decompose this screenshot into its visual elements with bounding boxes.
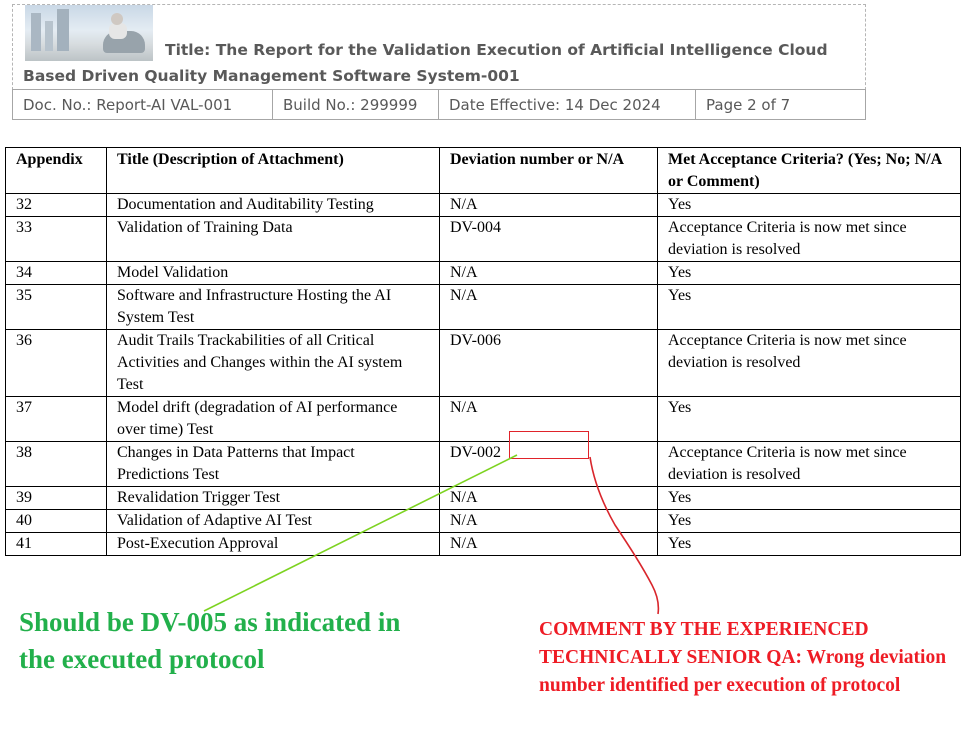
title-cell: Audit Trails Trackabilities of all Critical Activities and Changes within the AI system Test — [107, 330, 440, 397]
title-cell: Model drift (degradation of AI performance over time) Test — [107, 397, 440, 442]
col-header-title: Title (Description of Attachment) — [107, 148, 440, 194]
col-header-appendix: Appendix — [6, 148, 107, 194]
met-criteria-cell: Yes — [658, 397, 961, 442]
col-header-deviation: Deviation number or N/A — [440, 148, 658, 194]
deviation-cell: N/A — [440, 194, 658, 217]
deviation-cell: N/A — [440, 510, 658, 533]
report-title-line1: Title: The Report for the Validation Execution of Artificial Intelligence Cloud — [165, 41, 828, 59]
title-cell: Validation of Adaptive AI Test — [107, 510, 440, 533]
red-annotation-note: COMMENT BY THE EXPERIENCED TECHNICALLY SENIOR QA: Wrong deviation number identified per execution of protocol — [539, 619, 947, 696]
title-cell: Changes in Data Patterns that Impact Predictions Test — [107, 442, 440, 487]
title-cell: Post-Execution Approval — [107, 533, 440, 556]
deviation-cell: N/A — [440, 262, 658, 285]
title-cell: Software and Infrastructure Hosting the AI System Test — [107, 285, 440, 330]
deviation-cell: DV-002 — [440, 442, 658, 487]
col-header-met-criteria: Met Acceptance Criteria? (Yes; No; N/A or Comment) — [658, 148, 961, 194]
appendix-cell: 36 — [6, 330, 107, 397]
deviation-cell: N/A — [440, 533, 658, 556]
red-callout-line — [590, 457, 658, 614]
date-effective: Date Effective: 14 Dec 2024 — [439, 90, 696, 120]
title-cell: Model Validation — [107, 262, 440, 285]
green-callout-line — [204, 455, 517, 611]
page-number: Page 2 of 7 — [696, 90, 866, 120]
report-title-line2: Based Driven Quality Management Software System-001 — [23, 67, 520, 85]
deviation-cell: N/A — [440, 285, 658, 330]
met-criteria-cell: Acceptance Criteria is now met since deviation is resolved — [658, 330, 961, 397]
deviation-cell: DV-006 — [440, 330, 658, 397]
doc-number: Doc. No.: Report-AI VAL-001 — [13, 90, 273, 120]
title-cell: Validation of Training Data — [107, 217, 440, 262]
met-criteria-cell: Yes — [658, 510, 961, 533]
met-criteria-cell: Yes — [658, 533, 961, 556]
met-criteria-cell: Yes — [658, 262, 961, 285]
met-criteria-cell: Yes — [658, 285, 961, 330]
met-criteria-cell: Acceptance Criteria is now met since deviation is resolved — [658, 442, 961, 487]
deviation-cell: DV-004 — [440, 217, 658, 262]
deviation-cell: N/A — [440, 487, 658, 510]
appendix-cell: 38 — [6, 442, 107, 487]
appendix-cell: 41 — [6, 533, 107, 556]
appendix-cell: 33 — [6, 217, 107, 262]
met-criteria-cell: Yes — [658, 487, 961, 510]
appendix-cell: 35 — [6, 285, 107, 330]
title-cell: Documentation and Auditability Testing — [107, 194, 440, 217]
appendix-cell: 34 — [6, 262, 107, 285]
deviation-cell: N/A — [440, 397, 658, 442]
appendix-cell: 40 — [6, 510, 107, 533]
green-annotation-note: Should be DV-005 as indicated in the executed protocol — [19, 607, 401, 674]
appendix-cell: 37 — [6, 397, 107, 442]
appendix-cell: 32 — [6, 194, 107, 217]
title-cell: Revalidation Trigger Test — [107, 487, 440, 510]
appendix-cell: 39 — [6, 487, 107, 510]
build-number: Build No.: 299999 — [273, 90, 439, 120]
met-criteria-cell: Yes — [658, 194, 961, 217]
met-criteria-cell: Acceptance Criteria is now met since deviation is resolved — [658, 217, 961, 262]
